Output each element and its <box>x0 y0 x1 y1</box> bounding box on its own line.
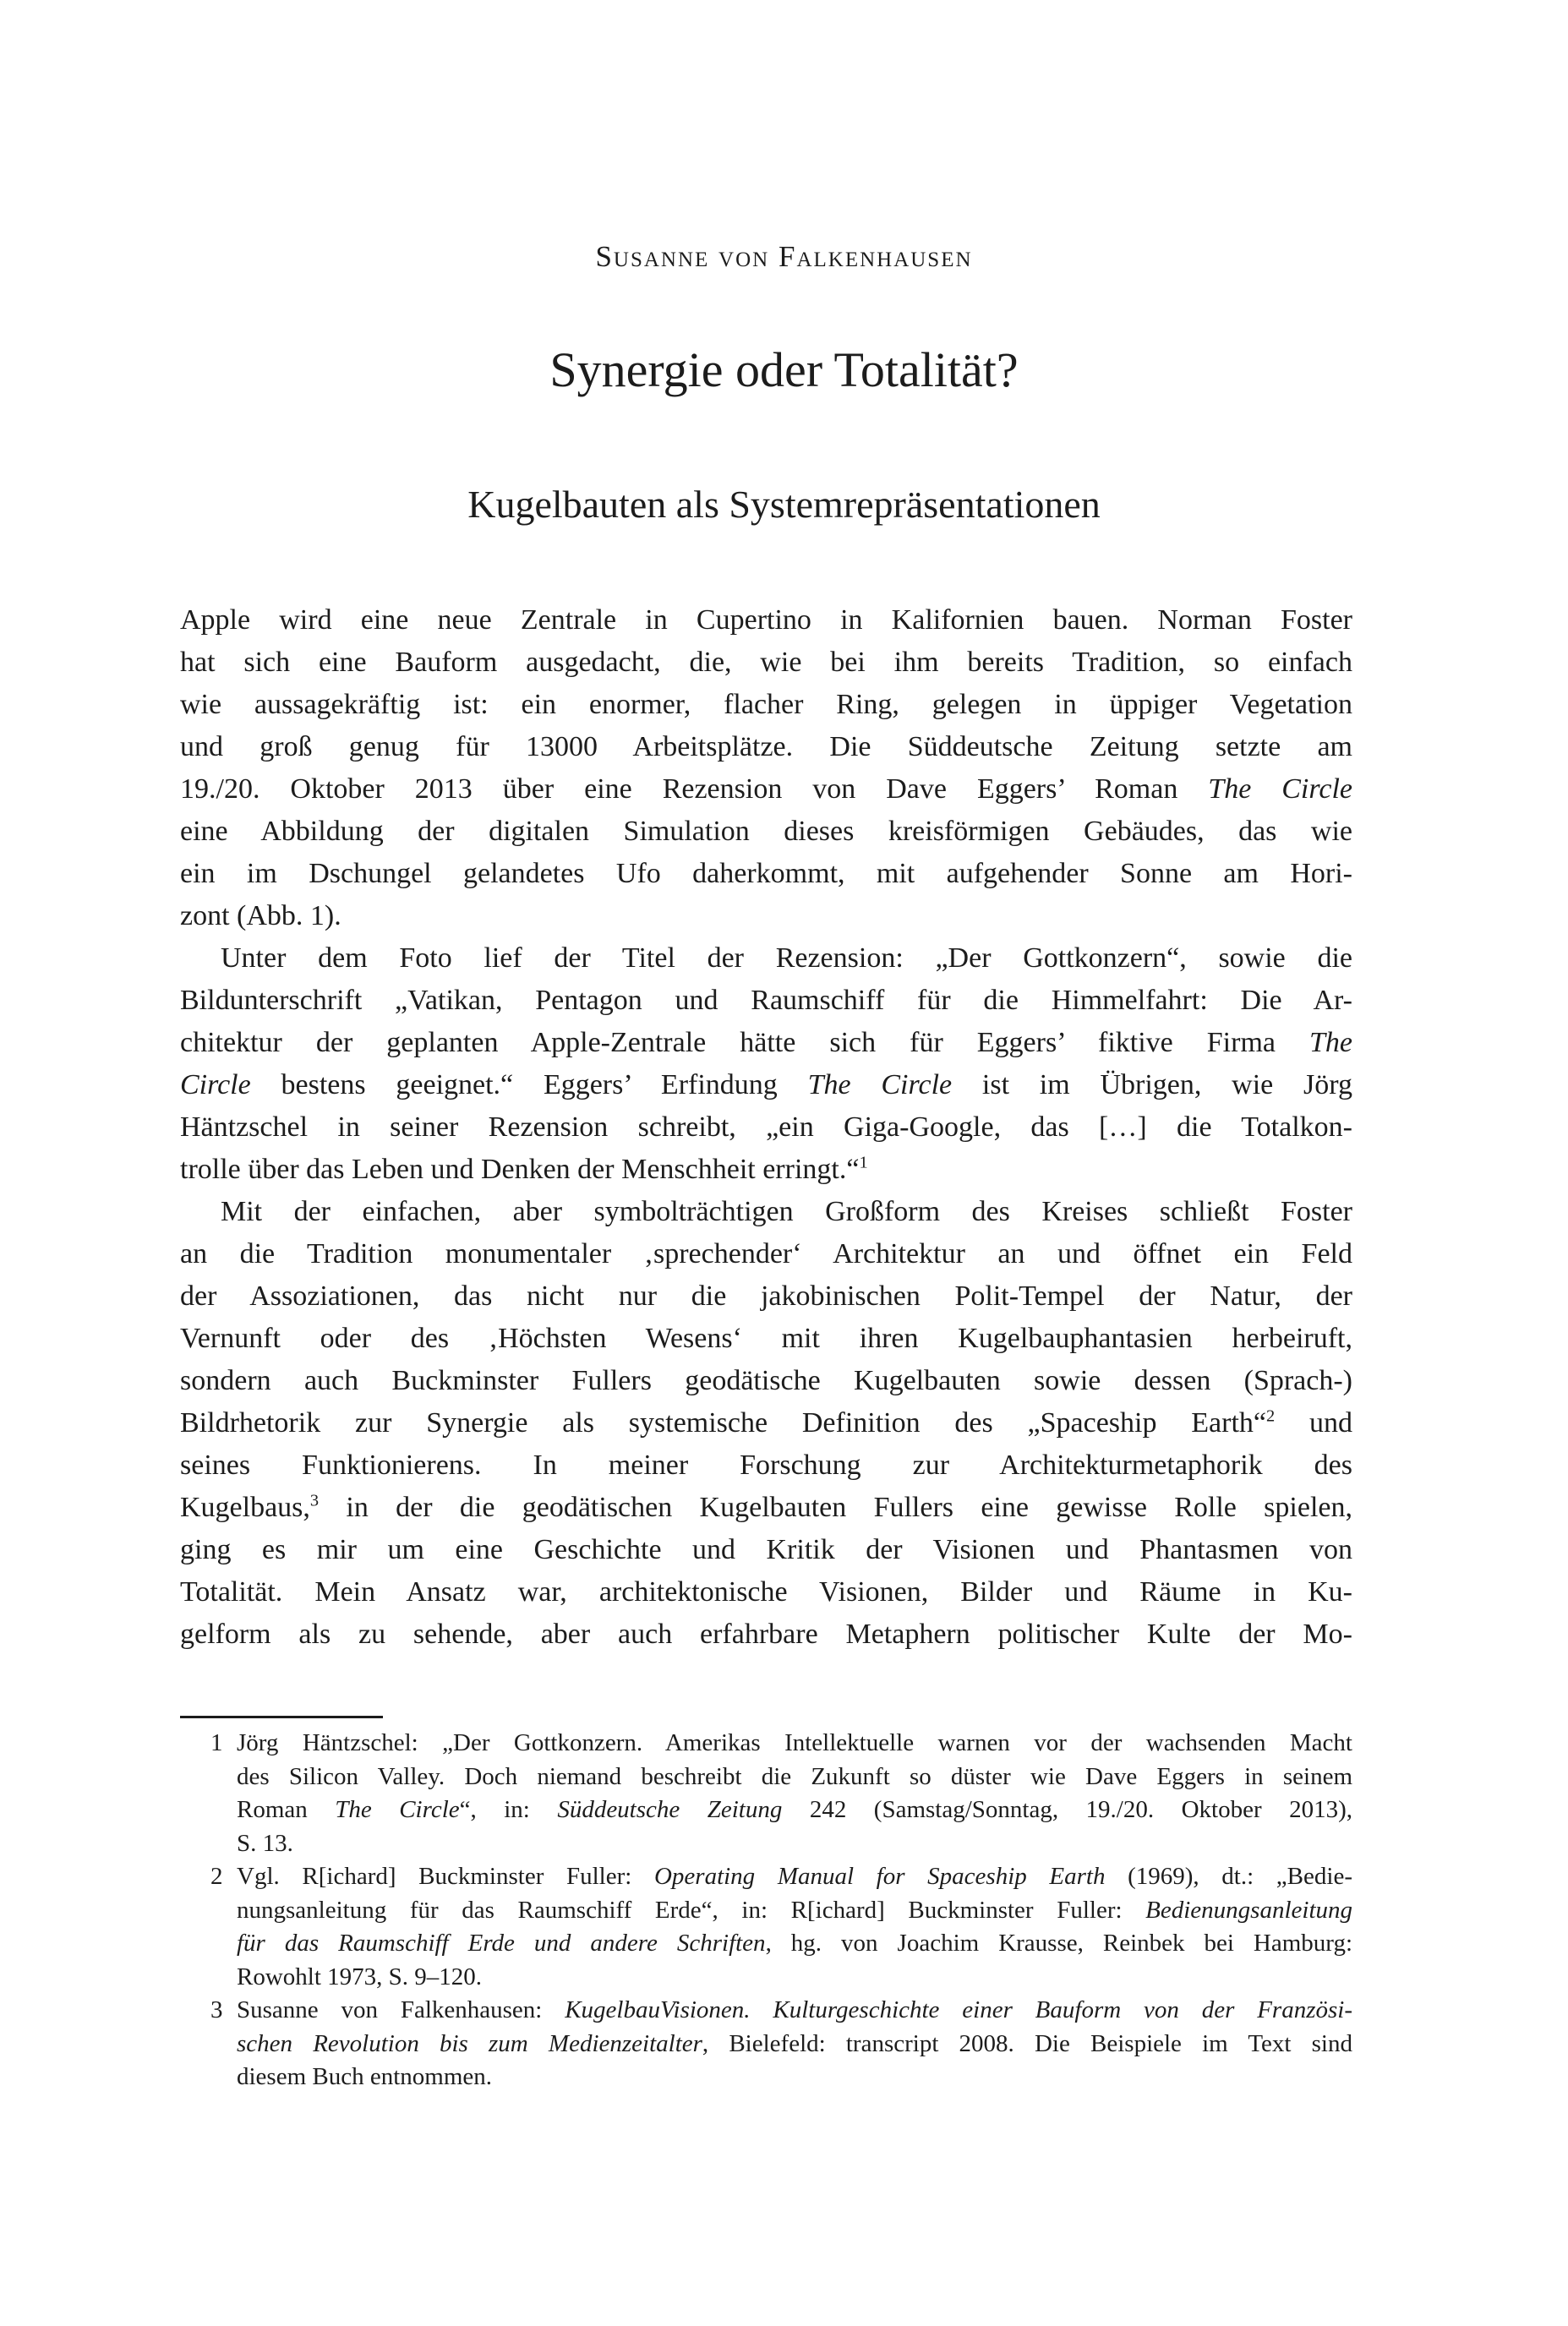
text-run: “, in: <box>459 1796 558 1823</box>
text-run: chitektur der geplanten Apple-Zentrale hätte sich für Eggers’ fiktive Firma <box>180 1027 1309 1058</box>
text-line <box>237 2061 1352 2094</box>
text-run: Mit der einfachen, aber symbolträchtigen Großform des Kreises schließt Foster <box>221 1196 1352 1227</box>
italic-text: Süddeutsche Zeitung <box>557 1796 783 1823</box>
footnote-item <box>210 1994 1352 2094</box>
italic-text: Operating Manual for Spaceship Earth <box>653 1863 1106 1890</box>
text-line <box>180 1402 1352 1444</box>
text-line <box>180 1613 1352 1656</box>
footnote-number: 2 <box>210 1863 223 1890</box>
text-run: Bildunterschrift „Vatikan, Pentagon und Raumschiff für die Himmelfahrt: Die Ar- <box>180 985 1352 1016</box>
article-subtitle: Kugelbauten als Systemrepräsentationen <box>467 483 1101 526</box>
text-line <box>180 937 1352 980</box>
italic-text: The <box>1309 1027 1352 1058</box>
text-line <box>180 1487 1352 1529</box>
text-run: nungsanleitung für das Raumschiff Erde“, in: R[ichard] Buckminster Fuller: <box>237 1896 1146 1924</box>
italic-text: The Circle <box>807 1069 953 1100</box>
footnote-item <box>210 1727 1352 1860</box>
text-run: Apple wird eine neue Zentrale in Cupertino in Kalifornien bauen. Norman Foster <box>180 604 1352 636</box>
text-line <box>237 1927 1352 1961</box>
text-run: ist im Übrigen, wie Jörg <box>952 1069 1352 1100</box>
paragraph <box>180 599 1352 937</box>
footnote-number: 3 <box>210 1996 223 2023</box>
text-line <box>180 1360 1352 1402</box>
text-run: Kugelbaus, <box>180 1492 310 1523</box>
text-run: ein im Dschungel gelandetes Ufo daherkommt, mit aufgehender Sonne am Hori- <box>180 858 1352 889</box>
text-line <box>180 1022 1352 1064</box>
author-name: Susanne von Falkenhausen <box>595 240 973 273</box>
text-line <box>180 811 1352 853</box>
text-line <box>180 895 1352 937</box>
text-run: und <box>1275 1407 1352 1439</box>
text-run: (1969), dt.: „Bedie- <box>1105 1863 1352 1890</box>
footnote-marker: 3 <box>309 1491 320 1510</box>
text-line <box>180 1444 1352 1487</box>
footnote-marker: 2 <box>1266 1406 1276 1426</box>
footnote-item <box>210 1860 1352 1994</box>
text-run: 242 (Samstag/Sonntag, 19./20. Oktober 2013), <box>782 1796 1352 1823</box>
text-run: Jörg Häntzschel: „Der Gottkonzern. Amerikas Intellektuelle warnen vor der wachsenden Macht <box>237 1729 1352 1756</box>
text-line <box>237 1994 1352 2028</box>
text-line <box>237 1961 1352 1995</box>
italic-text: Bedienungsanleitung <box>1145 1896 1352 1924</box>
body-text <box>180 599 1352 1656</box>
text-line <box>180 599 1352 642</box>
text-run: Totalität. Mein Ansatz war, architektonische Visionen, Bilder und Räume in Ku- <box>180 1576 1352 1608</box>
text-run: ging es mir um eine Geschichte und Kritik der Visionen und Phantasmen von <box>180 1534 1352 1565</box>
text-run: , hg. von Joachim Krausse, Reinbek bei Hamburg: <box>765 1930 1352 1957</box>
footnote-marker: 1 <box>859 1153 868 1172</box>
italic-text: Circle <box>180 1069 251 1100</box>
text-run: eine Abbildung der digitalen Simulation dieses kreisförmigen Gebäudes, das wie <box>180 816 1352 847</box>
text-line <box>237 1794 1352 1827</box>
paragraph <box>180 1191 1352 1656</box>
text-run: des Silicon Valley. Doch niemand beschreibt die Zukunft so düster wie Dave Eggers in seinem <box>237 1762 1352 1790</box>
text-line <box>180 1318 1352 1360</box>
text-run: trolle über das Leben und Denken der Menschheit erringt.“ <box>180 1154 860 1185</box>
text-line <box>180 1571 1352 1613</box>
text-run: S. 13. <box>237 1829 293 1857</box>
text-line <box>180 1149 1352 1191</box>
text-line <box>180 1191 1352 1233</box>
text-run: Vgl. R[ichard] Buckminster Fuller: <box>237 1863 654 1890</box>
text-line <box>180 1106 1352 1149</box>
footnote-separator <box>180 1716 383 1718</box>
text-line <box>180 726 1352 768</box>
text-line <box>237 1894 1352 1928</box>
text-run: diesem Buch entnommen. <box>237 2063 493 2090</box>
text-line <box>180 684 1352 726</box>
text-run: 19./20. Oktober 2013 über eine Rezension von Dave Eggers’ Roman <box>180 773 1209 805</box>
italic-text: KugelbauVisionen. Kulturgeschichte einer Bauform von der Französi- <box>565 1996 1353 2023</box>
italic-text: für das Raumschiff Erde und andere Schriften <box>237 1930 766 1957</box>
text-run: hat sich eine Bauform ausgedacht, die, wie bei ihm bereits Tradition, so einfach <box>180 647 1352 678</box>
text-run: Roman <box>237 1796 336 1823</box>
text-run: Unter dem Foto lief der Titel der Rezension: „Der Gottkonzern“, sowie die <box>221 942 1352 974</box>
text-line <box>180 1529 1352 1571</box>
italic-text: The Circle <box>335 1796 460 1823</box>
text-run: Bildrhetorik zur Synergie als systemische Definition des „Spaceship Earth“ <box>180 1407 1266 1439</box>
article-title: Synergie oder Totalität? <box>549 342 1019 397</box>
text-line <box>237 1761 1352 1794</box>
paragraph <box>180 937 1352 1191</box>
text-run: Häntzschel in seiner Rezension schreibt, „ein Giga-Google, das […] die Totalkon- <box>180 1111 1352 1143</box>
text-run: an die Tradition monumentaler ‚sprechender‘ Architektur an und öffnet ein Feld <box>180 1238 1352 1269</box>
text-line <box>237 1827 1352 1861</box>
footnote-number: 1 <box>210 1729 223 1756</box>
text-run: gelform als zu sehende, aber auch erfahrbare Metaphern politischer Kulte der Mo- <box>180 1619 1352 1650</box>
text-line <box>180 768 1352 811</box>
text-run: wie aussagekräftig ist: ein enormer, flacher Ring, gelegen in üppiger Vegetation <box>180 689 1352 720</box>
text-line <box>180 1275 1352 1318</box>
text-line <box>237 1727 1352 1761</box>
text-line <box>180 642 1352 684</box>
text-run: Susanne von Falkenhausen: <box>237 1996 565 2023</box>
text-line <box>237 1860 1352 1894</box>
italic-text: The Circle <box>1208 773 1352 805</box>
text-run: der Assoziationen, das nicht nur die jakobinischen Polit-Tempel der Natur, der <box>180 1280 1352 1312</box>
text-run: seines Funktionierens. In meiner Forschung zur Architekturmetaphorik des <box>180 1450 1352 1481</box>
text-run: Vernunft oder des ‚Höchsten Wesens‘ mit ihren Kugelbauphantasien herbeiruft, <box>180 1323 1352 1354</box>
text-run: in der die geodätischen Kugelbauten Fullers eine gewisse Rolle spielen, <box>319 1492 1352 1523</box>
text-run: , Bielefeld: transcript 2008. Die Beispiele im Text sind <box>702 2029 1352 2057</box>
text-line <box>180 980 1352 1022</box>
italic-text: schen Revolution bis zum Medienzeitalter <box>237 2029 702 2057</box>
footnotes <box>210 1727 1352 2094</box>
text-run: zont (Abb. 1). <box>180 900 341 931</box>
text-line <box>180 853 1352 895</box>
text-run: sondern auch Buckminster Fullers geodätische Kugelbauten sowie dessen (Sprach-) <box>180 1365 1352 1396</box>
text-line <box>237 2028 1352 2061</box>
text-line <box>180 1233 1352 1275</box>
text-run: und groß genug für 13000 Arbeitsplätze. Die Süddeutsche Zeitung setzte am <box>180 731 1352 762</box>
text-line <box>180 1064 1352 1106</box>
text-run: Rowohlt 1973, S. 9–120. <box>237 1963 483 1990</box>
text-run: bestens geeignet.“ Eggers’ Erfindung <box>250 1069 808 1100</box>
